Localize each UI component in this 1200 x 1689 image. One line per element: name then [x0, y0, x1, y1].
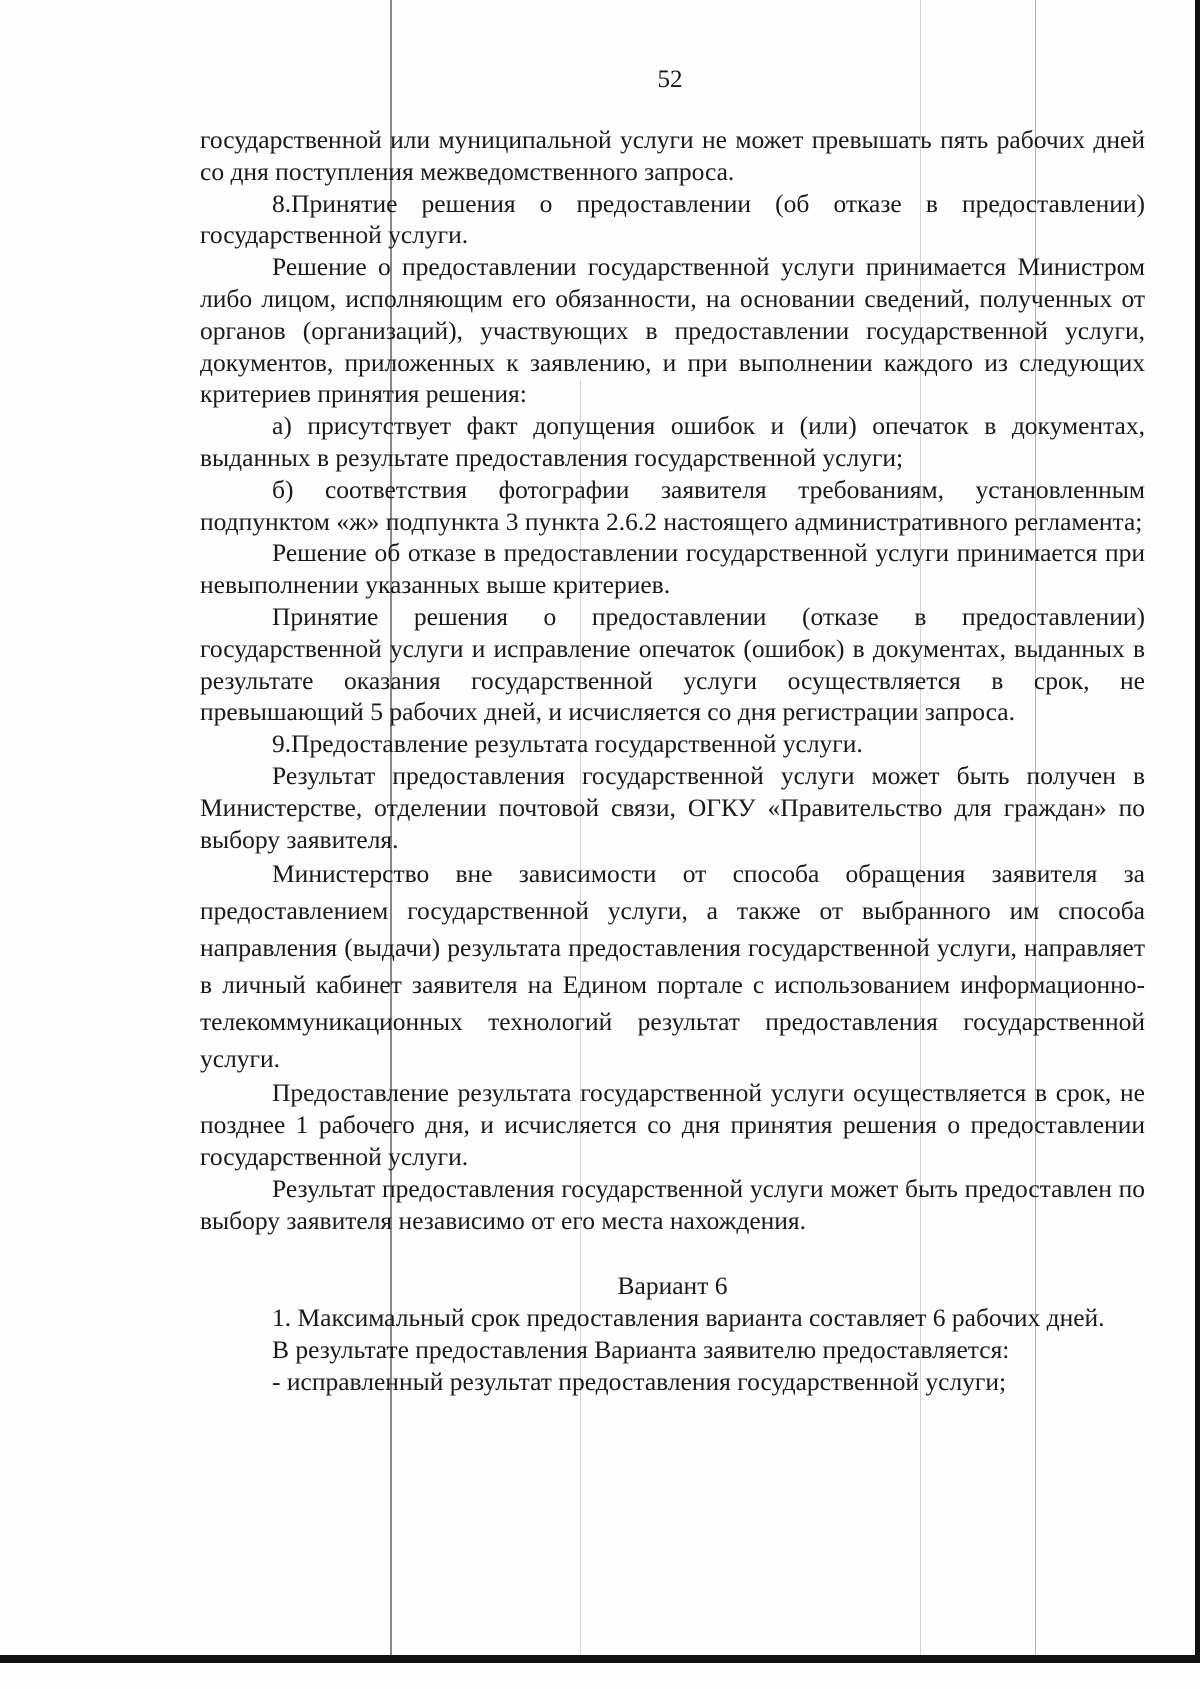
paragraph: Решение об отказе в предоставлении государственной услуги принимается при невыполнении указанных выше критериев.	[200, 538, 1145, 600]
scan-bottom-border	[0, 1655, 1200, 1663]
paragraph: Результат предоставления государственной услуги может быть предоставлен по выбору заявителя независимо от его места нахождения.	[200, 1173, 1145, 1235]
paragraph: 9.Предоставление результата государственной услуги.	[272, 729, 863, 759]
document-body	[200, 124, 1145, 1398]
paragraph: Министерство вне зависимости от способа обращения заявителя за предоставлением государственной услуги, а также от выбранного им способа направления (выдачи) результата предоставления государственной услуги, направляет в личный кабинет заявителя на Едином портале с использованием информационно-телекоммуникационных технологий результат предоставления государственной услуги.	[200, 859, 1145, 1074]
paragraph: 8.Принятие решения о предоставлении (об отказе в предоставлении) государственной услуги.	[200, 188, 1145, 250]
paragraph: 1. Максимальный срок предоставления варианта составляет 6 рабочих дней.	[272, 1303, 1105, 1333]
page-number: 52	[657, 66, 683, 93]
paragraph: Предоставление результата государственной услуги осуществляется в срок, не позднее 1 рабочего дня, и исчисляется со дня принятия решения о предоставлении государственной услуги.	[200, 1078, 1145, 1171]
list-item: - исправленный результат предоставления государственной услуги;	[272, 1366, 1007, 1396]
section-heading: Вариант 6	[617, 1271, 728, 1301]
paragraph: государственной или муниципальной услуги не может превышать пять рабочих дней со дня поступления межведомственного запроса.	[200, 125, 1145, 186]
paragraph: Результат предоставления государственной услуги может быть получен в Министерстве, отделении почтовой связи, ОГКУ «Правительство для граждан» по выбору заявителя.	[200, 760, 1145, 854]
paragraph: Принятие решения о предоставлении (отказе в предоставлении) государственной услуги и исправление опечаток (ошибок) в документах, выданных в результате оказания государственной услуги осуществляется в срок, не превышающий 5 рабочих дней, и исчисляется со дня регистрации запроса.	[200, 601, 1145, 727]
paragraph: б) соответствия фотографии заявителя требованиям, установленным подпунктом «ж» подпункта 3 пункта 2.6.2 настоящего административного регламента;	[200, 474, 1145, 536]
scan-right-border	[1195, 0, 1200, 1663]
paragraph: В результате предоставления Варианта заявителю предоставляется:	[272, 1334, 1010, 1364]
paragraph: Решение о предоставлении государственной услуги принимается Министром либо лицом, исполняющим его обязанности, на основании сведений, полученных от органов (организаций), участвующих в предоставлении государственной услуги, документов, приложенных к заявлению, и при выполнении каждого из следующих критериев принятия решения:	[200, 252, 1145, 409]
paragraph: а) присутствует факт допущения ошибок и (или) опечаток в документах, выданных в результате предоставления государственной услуги;	[200, 411, 1145, 472]
